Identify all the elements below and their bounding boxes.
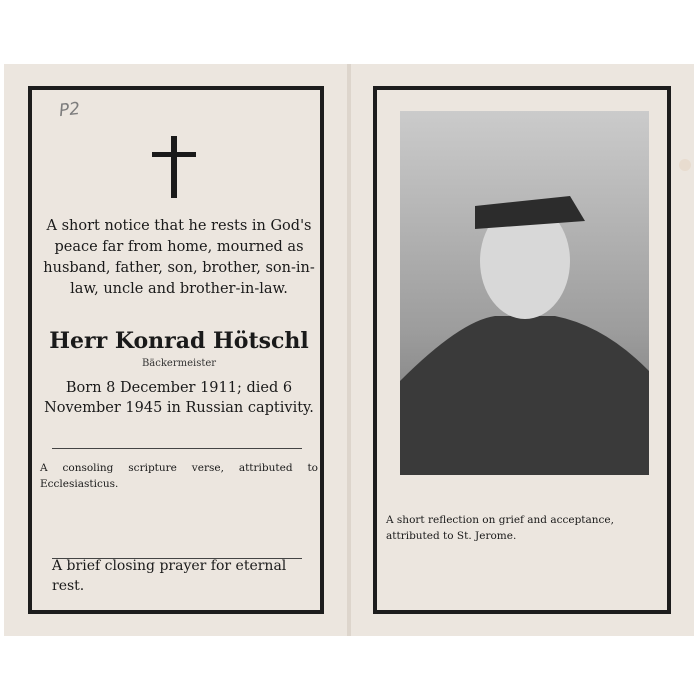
prayer-summary: A brief closing prayer for eternal rest.	[52, 558, 287, 594]
deceased-name: Herr Konrad Hötschl	[49, 328, 309, 354]
pencil-note: P2	[58, 98, 82, 122]
dates-summary: Born 8 December 1911; died 6 November 1945 in Russian captivity.	[44, 380, 314, 416]
right-quote-summary: A short reflection on grief and acceptance, attributed to St. Jerome.	[386, 514, 614, 542]
cross-icon	[152, 136, 196, 198]
quote-summary: A consoling scripture verse, attributed to Ecclesiasticus.	[40, 462, 318, 490]
paper-stain	[679, 159, 691, 171]
verse-summary: A short notice that he rests in God's peace far from home, mourned as husband, father, son, brother, son-in-law, uncle and brother-in-law.	[43, 218, 315, 297]
divider-top	[52, 448, 302, 449]
memorial-card-left	[4, 64, 347, 636]
right-quote	[386, 512, 666, 544]
memorial-card-right	[351, 64, 694, 636]
occupation-title: Bäckermeister	[141, 358, 217, 369]
portrait-photo	[400, 111, 649, 475]
soldier-portrait-illustration	[400, 111, 649, 475]
